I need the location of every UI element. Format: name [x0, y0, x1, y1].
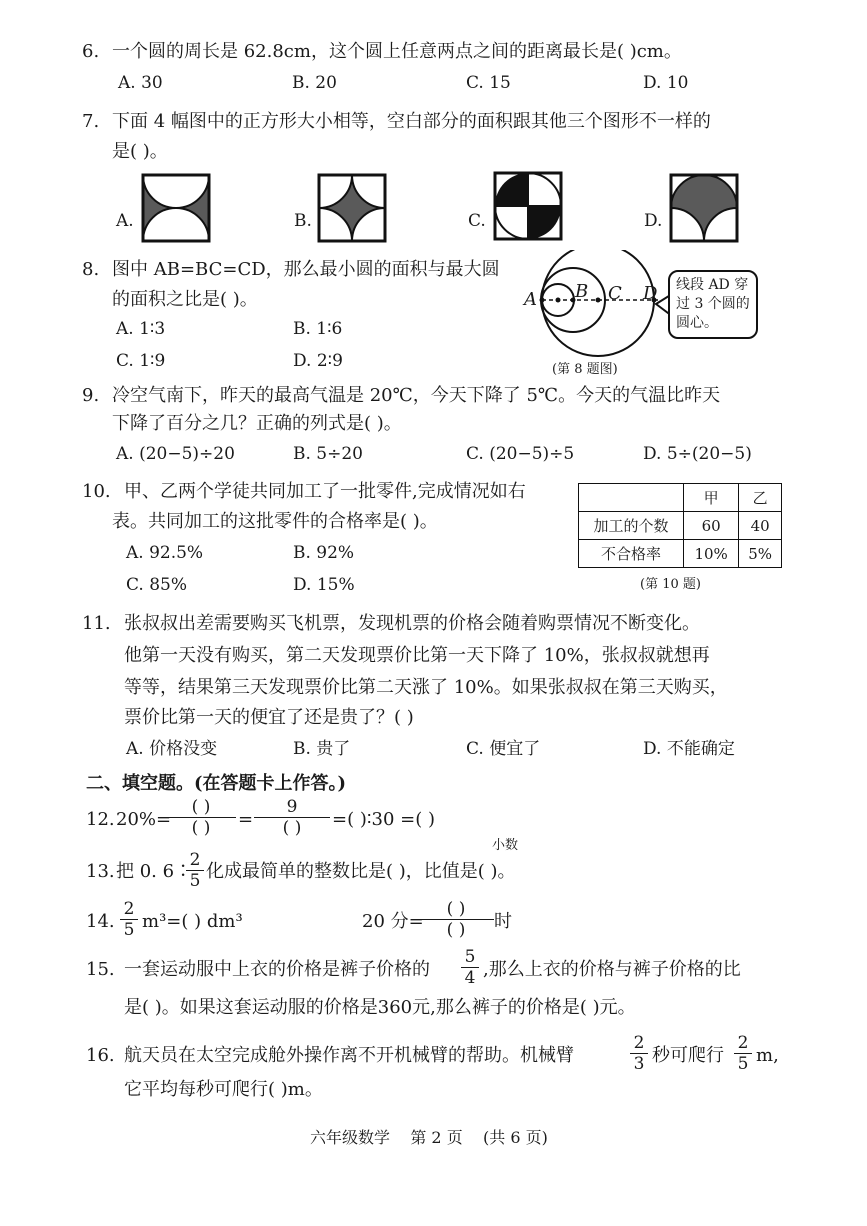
q10-number: 10.	[82, 481, 111, 502]
q12-note: 小数	[492, 838, 519, 853]
q14-f2-denominator: ( )	[446, 920, 466, 940]
q6-option-b: B. 20	[292, 73, 337, 93]
q10-stem-line1: 甲、乙两个学徒共同加工了一批零件,完成情况如右	[124, 481, 526, 502]
q9-option-d: D. 5÷(20−5)	[643, 444, 752, 464]
q16-f2-denominator: 5	[737, 1054, 749, 1074]
q14-number: 14.	[86, 911, 115, 932]
q16-stem-line2: 它平均每秒可爬行( )m。	[124, 1079, 323, 1100]
q14-fraction	[120, 900, 138, 939]
q12-prefix: 20%=	[116, 809, 172, 830]
q9-number: 9.	[82, 385, 100, 406]
q14-fraction-2	[418, 900, 494, 939]
q9-stem-line2: 下降了百分之几？正确的列式是( )。	[112, 413, 402, 434]
q13-fraction	[186, 851, 204, 890]
q16-mid: 秒可爬行	[652, 1045, 724, 1066]
q10-cell: 5%	[739, 540, 782, 568]
q10-table-header	[579, 484, 782, 512]
q14-f2-numerator: ( )	[446, 899, 466, 919]
q14-denominator: 5	[123, 920, 135, 940]
q8-option-d: D. 2∶9	[293, 351, 343, 371]
q8-point-c: C	[608, 283, 622, 304]
q15-numerator: 5	[464, 947, 476, 967]
q7-label-a: A.	[116, 211, 134, 231]
q14-mid: 20 分=	[362, 911, 424, 932]
q8-point-d: D	[643, 283, 658, 304]
q8-note-bubble	[668, 270, 758, 339]
q11-option-a: A. 价格没变	[126, 739, 218, 759]
q6-stem: 一个圆的周长是 62.8cm，这个圆上任意两点之间的距离最长是( )cm。	[112, 41, 682, 62]
q16-f2-numerator: 2	[737, 1033, 749, 1053]
q6-option-d: D. 10	[643, 73, 689, 93]
q6-option-a: A. 30	[118, 73, 163, 93]
q8-note-line3: 圆心。	[676, 315, 718, 331]
q15-number: 15.	[86, 959, 115, 980]
q8-option-c: C. 1∶9	[116, 351, 166, 371]
q12-f1-denominator: ( )	[191, 818, 211, 838]
q12-f2-numerator: 9	[286, 797, 298, 817]
q7-label-b: B.	[294, 211, 312, 231]
q9-option-a: A. (20−5)÷20	[116, 444, 235, 464]
q16-prefix: 航天员在太空完成舱外操作离不开机械臂的帮助。机械臂	[124, 1045, 574, 1066]
q7-figure-d	[668, 172, 740, 244]
q15-stem-line2: 是( )。如果这套运动服的价格是360元,那么裤子的价格是( )元。	[124, 997, 636, 1018]
q10-option-d: D. 15%	[293, 575, 355, 595]
q13-denominator: 5	[189, 871, 201, 891]
q15-fraction	[461, 948, 479, 987]
q15-denominator: 4	[464, 968, 476, 988]
q7-stem-line1: 下面 4 幅图中的正方形大小相等，空白部分的面积跟其他三个图形不一样的	[112, 111, 711, 132]
q11-stem-line1: 张叔叔出差需要购买飞机票，发现机票的价格会随着购票情况不断变化。	[124, 613, 700, 634]
q10-table-col-jia: 甲	[684, 484, 739, 512]
q8-stem-line1: 图中 AB=BC=CD，那么最小圆的面积与最大圆	[112, 259, 500, 280]
q8-note-line1: 线段 AD 穿	[676, 277, 749, 293]
q10-table-corner	[579, 484, 684, 512]
q12-fraction-2	[254, 798, 330, 837]
q10-option-a: A. 92.5%	[126, 543, 204, 563]
q10-table-col-yi: 乙	[739, 484, 782, 512]
q8-stem-line2: 的面积之比是( )。	[112, 289, 258, 310]
q11-stem-line2: 他第一天没有购买，第二天发现票价比第一天下降了 10%，张叔叔就想再	[124, 645, 710, 666]
q8-number: 8.	[82, 259, 100, 280]
q12-equals: =	[238, 809, 254, 830]
q12-f2-denominator: ( )	[282, 818, 302, 838]
q11-option-b: B. 贵了	[293, 739, 351, 759]
q8-point-b: B	[575, 281, 589, 302]
q11-stem-line4: 票价比第一天的便宜了还是贵了？( )	[124, 707, 414, 728]
q12-fraction-1	[166, 798, 236, 837]
q11-option-c: C. 便宜了	[466, 739, 541, 759]
q10-option-c: C. 85%	[126, 575, 187, 595]
q10-row-label: 不合格率	[579, 540, 684, 568]
q7-figure-a	[140, 172, 212, 244]
q10-option-b: B. 92%	[293, 543, 355, 563]
q6-option-c: C. 15	[466, 73, 511, 93]
q7-figure-c	[492, 170, 564, 242]
q16-number: 16.	[86, 1045, 115, 1066]
q11-option-d: D. 不能确定	[643, 739, 735, 759]
q16-fraction-1	[630, 1034, 648, 1073]
q9-option-c: C. (20−5)÷5	[466, 444, 575, 464]
q13-numerator: 2	[189, 850, 201, 870]
q12-number: 12.	[86, 809, 115, 830]
q8-option-b: B. 1∶6	[293, 319, 343, 339]
q12-rest: =( )∶30 =( )	[332, 809, 436, 830]
q10-cell: 60	[684, 512, 739, 540]
q7-stem-line2: 是( )。	[112, 141, 168, 162]
q7-figure-b	[316, 172, 388, 244]
q7-label-c: C.	[468, 211, 486, 231]
q10-row-label: 加工的个数	[579, 512, 684, 540]
page-footer: 六年级数学 第 2 页 (共 6 页)	[310, 1128, 548, 1147]
q12-f1-numerator: ( )	[191, 797, 211, 817]
q15-prefix: 一套运动服中上衣的价格是裤子价格的	[124, 959, 430, 980]
table-row	[579, 512, 782, 540]
q7-number: 7.	[82, 111, 100, 132]
q15-rest: ,那么上衣的价格与裤子价格的比	[483, 959, 741, 980]
q14-unit2: 时	[494, 911, 512, 932]
q8-option-a: A. 1∶3	[116, 319, 166, 339]
q11-stem-line3: 等等，结果第三天发现票价比第二天涨了 10%。如果张叔叔在第三天购买，	[124, 677, 728, 698]
q13-rest: 化成最简单的整数比是( )，比值是( )。	[206, 861, 516, 882]
q10-cell: 40	[739, 512, 782, 540]
q10-stem-line2: 表。共同加工的这批零件的合格率是( )。	[112, 511, 438, 532]
q13-prefix: 把 0. 6∶	[116, 861, 193, 882]
q9-stem-line1: 冷空气南下，昨天的最高气温是 20℃，今天下降了 5℃。今天的气温比昨天	[112, 385, 721, 406]
q16-f1-denominator: 3	[633, 1054, 645, 1074]
q8-point-a: A	[524, 289, 537, 310]
table-row	[579, 540, 782, 568]
q16-unit: m,	[756, 1045, 779, 1066]
q14-unit1: m³=( ) dm³	[142, 911, 243, 932]
q6-number: 6.	[82, 41, 100, 62]
q11-number: 11.	[82, 613, 111, 634]
q16-fraction-2	[734, 1034, 752, 1073]
q14-numerator: 2	[123, 899, 135, 919]
section2-title: 二、填空题。(在答题卡上作答。)	[86, 773, 347, 794]
q13-number: 13.	[86, 861, 115, 882]
q8-note-line2: 过 3 个圆的	[676, 296, 750, 312]
q7-label-d: D.	[644, 211, 663, 231]
q10-table	[578, 483, 782, 568]
q10-cell: 10%	[684, 540, 739, 568]
q9-option-b: B. 5÷20	[293, 444, 363, 464]
q8-caption: (第 8 题图)	[552, 362, 618, 377]
q10-caption: (第 10 题)	[640, 577, 701, 592]
q16-f1-numerator: 2	[633, 1033, 645, 1053]
